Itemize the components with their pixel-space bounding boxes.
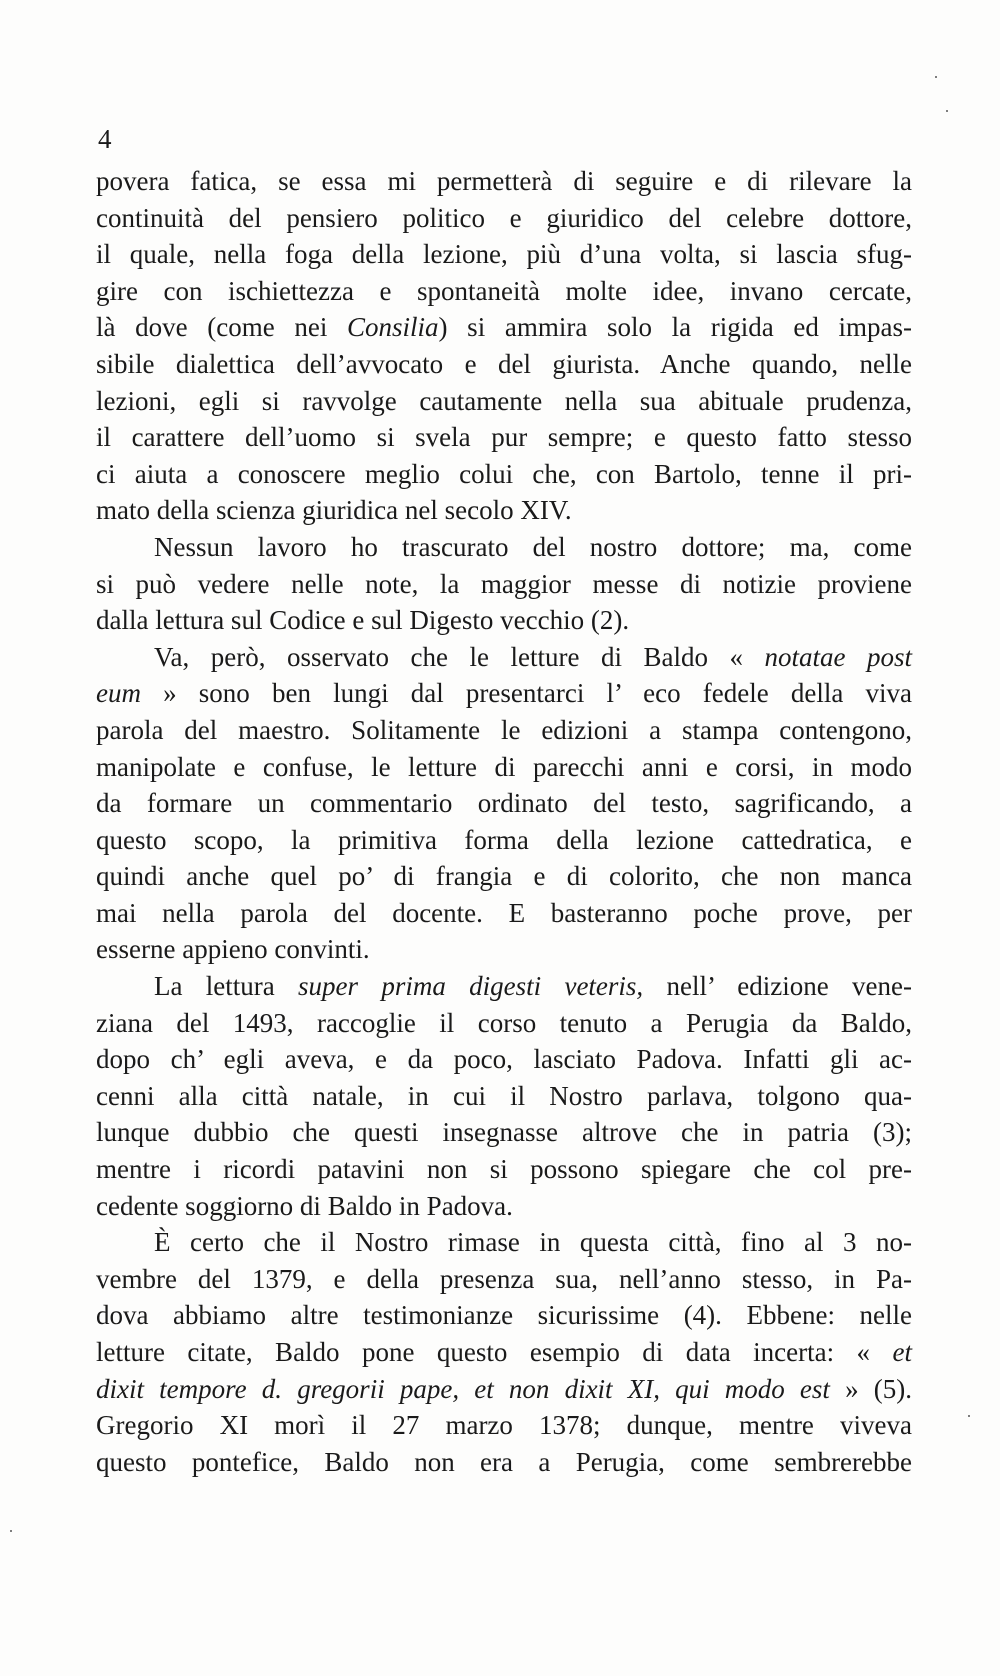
text-segment: mato della scienza giuridica nel secolo XIV. (96, 495, 572, 526)
text-line (96, 785, 912, 822)
text-segment: da formare un commentario ordinato del testo, sagrificando, a (96, 788, 912, 819)
text-segment: letture citate, Baldo pone questo esempio di data incerta: « (96, 1337, 893, 1367)
text-segment: dalla lettura sul Codice e sul Digesto vecchio (2). (96, 605, 630, 636)
text-line (96, 566, 912, 603)
text-line (96, 346, 912, 383)
text-line (96, 1334, 912, 1371)
italic-text: super prima digesti veteris, (298, 971, 644, 1002)
text-line (96, 1261, 912, 1298)
text-segment: Nessun lavoro ho trascurato del nostro dottore; ma, come (154, 531, 912, 562)
text-segment: il quale, nella foga della lezione, più d’una volta, si lascia sfug- (96, 239, 912, 270)
text-line (96, 1151, 912, 1188)
text-segment: cenni alla città natale, in cui il Nostro parlava, tolgono qua- (96, 1080, 912, 1111)
text-segment: manipolate e confuse, le letture di parecchi anni e corsi, in modo (96, 751, 912, 782)
text-segment: cedente soggiorno di Baldo in Padova. (96, 1190, 513, 1221)
text-segment: ziana del 1493, raccoglie il corso tenuto a Perugia da Baldo, (96, 1007, 912, 1038)
text-segment: mai nella parola del docente. E basteranno poche prove, per (96, 897, 912, 928)
text-segment: Gregorio XI morì il 27 marzo 1378; dunque, mentre viveva (96, 1410, 912, 1441)
text-segment: si può vedere nelle note, la maggior messe di notizie proviene (96, 568, 912, 599)
text-segment: lezioni, egli si ravvolge cautamente nella sua abituale prudenza, (96, 385, 912, 416)
text-segment: sibile dialettica dell’avvocato e del giurista. Anche quando, nelle (96, 348, 912, 379)
text-line (96, 419, 912, 456)
text-segment: ) si ammira solo la rigida ed impas- (438, 312, 912, 343)
text-segment: quindi anche quel po’ di frangia e di colorito, che non manca (96, 861, 912, 892)
scan-speck (935, 76, 937, 78)
scan-speck (10, 1530, 12, 1532)
text-segment: il carattere dell’uomo si svela pur sempre; e questo fatto stesso (96, 422, 912, 453)
text-line (96, 931, 912, 968)
text-line (96, 749, 912, 786)
text-segment: povera fatica, se essa mi permetterà di seguire e di rilevare la (96, 166, 912, 196)
text-line (96, 200, 912, 237)
body-text (96, 163, 912, 1480)
text-line (96, 639, 912, 676)
text-segment: vembre del 1379, e della presenza sua, nell’anno stesso, in Pa- (96, 1263, 912, 1294)
text-line (96, 1371, 912, 1408)
text-segment: questo scopo, la primitiva forma della lezione cattedratica, e (96, 824, 912, 855)
text-segment: nell’ edizione vene- (643, 971, 912, 1002)
text-line (96, 309, 912, 346)
text-segment: questo pontefice, Baldo non era a Perugia, come sembrerebbe (96, 1446, 912, 1477)
italic-text: Consilia (347, 312, 439, 343)
text-segment: Va, però, osservato che le letture di Baldo « (154, 641, 765, 672)
text-line (96, 1078, 912, 1115)
text-segment: esserne appieno convinti. (96, 934, 370, 965)
text-segment: È certo che il Nostro rimase in questa città, fino al 3 no- (154, 1227, 912, 1258)
text-line (96, 1114, 912, 1151)
text-line (96, 858, 912, 895)
text-line (96, 602, 912, 639)
page-number: 4 (98, 124, 112, 154)
text-line (96, 383, 912, 420)
text-line (96, 1041, 912, 1078)
text-line (96, 529, 912, 566)
text-segment: parola del maestro. Solitamente le edizioni a stampa contengono, (96, 714, 912, 745)
text-line (96, 675, 912, 712)
scan-speck (946, 110, 948, 112)
text-line (96, 1224, 912, 1261)
text-line (96, 895, 912, 932)
italic-text: dixit tempore d. gregorii pape, et non dixit XI, qui modo est (96, 1373, 830, 1404)
text-line (96, 1005, 912, 1042)
text-line (96, 1444, 912, 1481)
text-segment: dova abbiamo altre testimonianze sicurissime (4). Ebbene: nelle (96, 1300, 912, 1331)
text-line (96, 273, 912, 310)
italic-text: eum (96, 678, 141, 709)
text-segment: lunque dubbio che questi insegnasse altrove che in patria (3); (96, 1117, 912, 1148)
text-line (96, 492, 912, 529)
text-line (96, 236, 912, 273)
text-line (96, 822, 912, 859)
text-segment: » sono ben lungi dal presentarci l’ eco fedele della viva (140, 678, 912, 709)
text-segment: là dove (come nei (96, 312, 348, 343)
text-segment: mentre i ricordi patavini non si possono spiegare che col pre- (96, 1154, 912, 1185)
scan-speck (968, 1415, 970, 1417)
text-line (96, 968, 912, 1005)
text-segment: dopo ch’ egli aveva, e da poco, lasciato Padova. Infatti gli ac- (96, 1044, 912, 1075)
text-line (96, 456, 912, 493)
italic-text: et (892, 1337, 912, 1367)
text-segment: ci aiuta a conoscere meglio colui che, con Bartolo, tenne il pri- (96, 458, 912, 489)
text-line (96, 163, 912, 200)
text-line (96, 1188, 912, 1225)
italic-text: notatae post (764, 641, 912, 672)
text-segment: » (5). (829, 1373, 912, 1404)
text-segment: continuità del pensiero politico e giuridico del celebre dottore, (96, 202, 912, 233)
text-line (96, 712, 912, 749)
text-line (96, 1407, 912, 1444)
text-line (96, 1297, 912, 1334)
text-segment: gire con ischiettezza e spontaneità molte idee, invano cercate, (96, 275, 912, 306)
text-segment: La lettura (154, 971, 299, 1002)
